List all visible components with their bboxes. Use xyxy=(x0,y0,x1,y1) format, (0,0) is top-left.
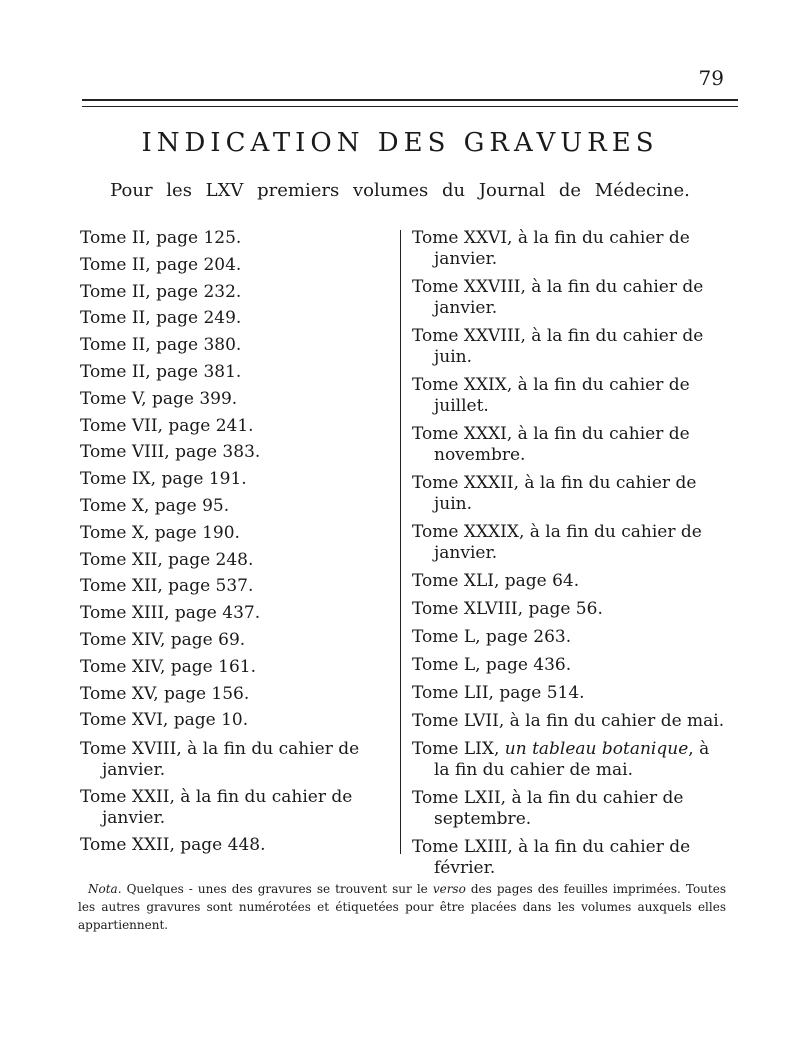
list-item: Tome LIX, un tableau botanique, à la fin du cahier de mai. xyxy=(412,739,710,780)
list-item: Tome II, page 380. xyxy=(80,335,242,356)
list-item: Tome II, page 204. xyxy=(80,254,242,275)
list-item: Tome II, page 381. xyxy=(80,361,242,382)
right-column xyxy=(412,228,730,886)
header-rule-thin xyxy=(82,106,738,107)
list-item: Tome II, page 249. xyxy=(80,308,242,329)
nota-footnote: Nota. Quelques - unes des gravures se trouvent sur le verso des pages des feuilles imprimées. Toutes les autres gravures sont numérotées et étiquetées pour être placées dans les volumes auxquels elles appartiennent. xyxy=(78,882,726,932)
page-title: INDICATION DES GRAVURES xyxy=(141,128,659,158)
list-item: Tome VIII, page 383. xyxy=(80,442,261,463)
verso-italic: verso xyxy=(432,882,466,896)
list-item: Tome V, page 399. xyxy=(80,388,238,409)
list-item: Tome XLI, page 64. xyxy=(412,571,580,591)
list-item: Tome XXVIII, à la fin du cahier de juin. xyxy=(412,326,704,367)
list-item: Tome XV, page 156. xyxy=(80,683,250,704)
list-item: Tome XIV, page 69. xyxy=(80,629,246,650)
list-item: Tome LXIII, à la fin du cahier de février. xyxy=(412,837,691,878)
list-item: Tome II, page 232. xyxy=(80,281,242,302)
list-item: Tome XXXI, à la fin du cahier de novembre. xyxy=(412,424,690,465)
list-item: Tome L, page 263. xyxy=(412,627,572,647)
list-item: Tome IX, page 191. xyxy=(80,469,247,490)
page-number: 79 xyxy=(698,66,724,90)
column-divider xyxy=(400,230,401,854)
list-item: Tome L, page 436. xyxy=(412,655,572,675)
page-subtitle: Pour les LXV premiers volumes du Journal de Médecine. xyxy=(110,180,690,201)
list-item: Tome XIII, page 437. xyxy=(80,603,261,624)
list-item: Tome LII, page 514. xyxy=(412,683,585,703)
list-item: Tome XXXIX, à la fin du cahier de janvier. xyxy=(412,522,702,563)
list-item: Tome XLVIII, page 56. xyxy=(412,599,603,619)
botanical-table-italic: un tableau botanique xyxy=(504,739,689,759)
list-item: Tome II, page 125. xyxy=(80,228,242,248)
list-item: Tome XIV, page 161. xyxy=(80,656,256,677)
list-item: Tome XVI, page 10. xyxy=(80,710,249,731)
list-item: Tome XVIII, à la fin du cahier de janvier. xyxy=(80,739,360,781)
list-item: Tome VII, page 241. xyxy=(80,415,254,436)
left-column xyxy=(80,228,398,862)
list-item: Tome X, page 190. xyxy=(80,522,240,543)
list-item: Tome X, page 95. xyxy=(80,495,230,516)
list-item: Tome XXII, page 448. xyxy=(80,835,266,856)
list-item: Tome LXII, à la fin du cahier de septembre. xyxy=(412,788,684,829)
list-item: Tome LVII, à la fin du cahier de mai. xyxy=(412,711,725,731)
nota-label: Nota. xyxy=(88,882,122,896)
list-item: Tome XXVI, à la fin du cahier de janvier. xyxy=(412,228,690,269)
list-item: Tome XXII, à la fin du cahier de janvier. xyxy=(80,787,353,829)
list-item: Tome XXIX, à la fin du cahier de juillet. xyxy=(412,375,690,416)
list-item: Tome XXVIII, à la fin du cahier de janvier. xyxy=(412,277,704,318)
list-item: Tome XII, page 248. xyxy=(80,549,254,570)
list-item: Tome XXXII, à la fin du cahier de juin. xyxy=(412,473,697,514)
header-rule-thick xyxy=(82,99,738,101)
list-item: Tome XII, page 537. xyxy=(80,576,254,597)
